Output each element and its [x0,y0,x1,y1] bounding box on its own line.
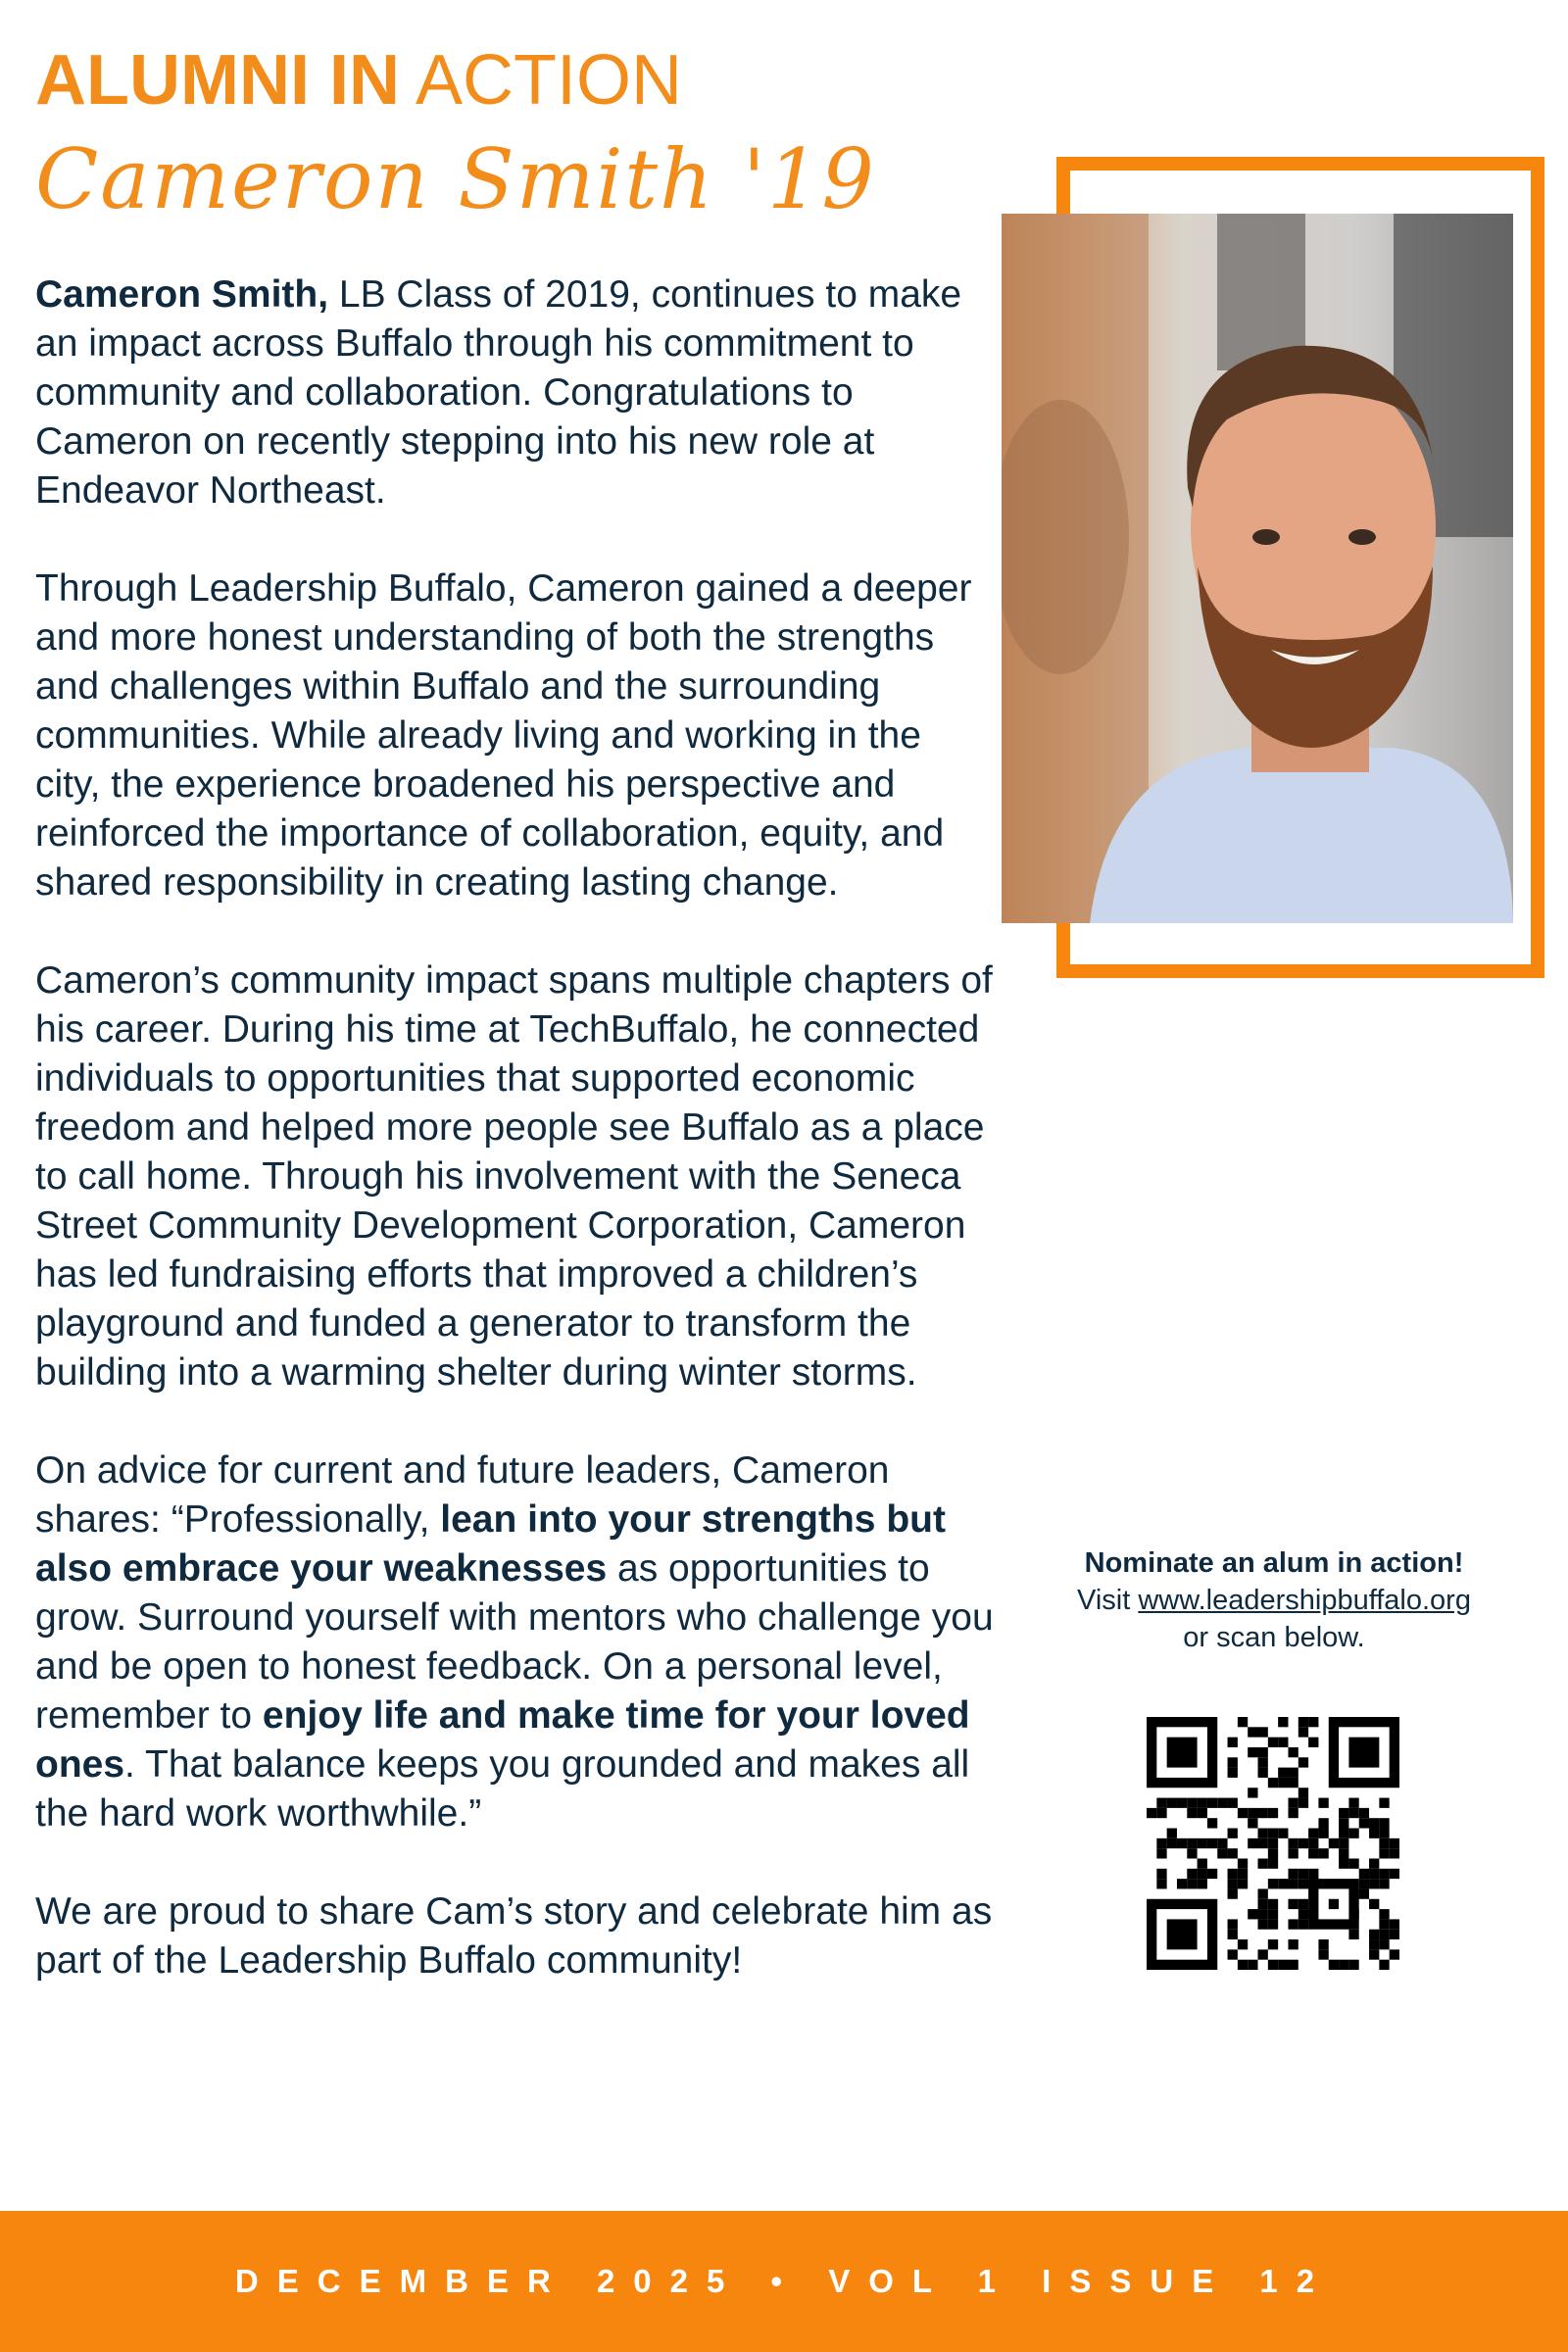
advice-text-c: . That balance keeps you grounded and makes all the hard work worthwhile.” [35,1743,970,1835]
nominate-heading: Nominate an alum in action! [1084,1547,1464,1579]
website-link[interactable]: www.leadershipbuffalo.org [1138,1585,1471,1616]
paragraph-intro [35,270,996,515]
portrait-illustration [1002,214,1513,923]
scan-instruction: or scan below. [1183,1622,1365,1653]
portrait-photo [1002,214,1513,923]
nominate-callout [1009,1544,1539,1656]
page-title [35,39,682,122]
signature-name: Cameron Smith '19 [35,131,876,227]
qr-code-icon[interactable] [1147,1717,1399,1970]
advice-text-b: as opportunities to grow. Surround yourself with mentors who challenge you and be open to honest feedback. On a personal level, remember to [35,1547,994,1737]
paragraph-advice [35,1446,996,1838]
footer-bar [0,2211,1568,2352]
title-light: ACTION [415,41,682,120]
title-bold: ALUMNI IN [35,41,400,120]
article-body [35,270,996,2034]
paragraph-impact: Cameron’s community impact spans multiple chapters of his career. During his time at TechBuffalo, he connected individuals to opportunities that supported economic freedom and helped more people see Buffalo as a place to call home. Through his involvement with the Seneca Street Community Development Corporation, Cameron has led fundraising efforts that improved a children’s playground and funded a generator to transform the building into a warming shelter during winter storms. [35,959,993,1394]
intro-name: Cameron Smith, [35,273,329,316]
advice-bold-2: enjoy life and make time for your loved ones [35,1694,970,1786]
advice-bold-1: lean into your strengths but also embrace your weaknesses [35,1498,946,1590]
intro-text: LB Class of 2019, continues to make an impact across Buffalo through his commitment to community and collaboration. Congratulations to Cameron on recently stepping into his new role at Endeavor Northeast. [35,273,962,512]
header [35,39,682,122]
issue-info: DECEMBER 2025 • VOL 1 ISSUE 12 [234,2263,1334,2299]
paragraph-closing: We are proud to share Cam’s story and celebrate him as part of the Leadership Buffalo community! [35,1890,993,1982]
paragraph-experience: Through Leadership Buffalo, Cameron gained a deeper and more honest understanding of both the strengths and challenges within Buffalo and the surrounding communities. While already living and working in the city, the experience broadened his perspective and reinforced the importance of collaboration, equity, and shared responsibility in creating lasting change. [35,567,972,904]
visit-label: Visit [1077,1585,1139,1616]
nominate-visit-line [1009,1582,1539,1619]
advice-text-a: On advice for current and future leaders, Cameron shares: “Professionally, [35,1449,890,1541]
